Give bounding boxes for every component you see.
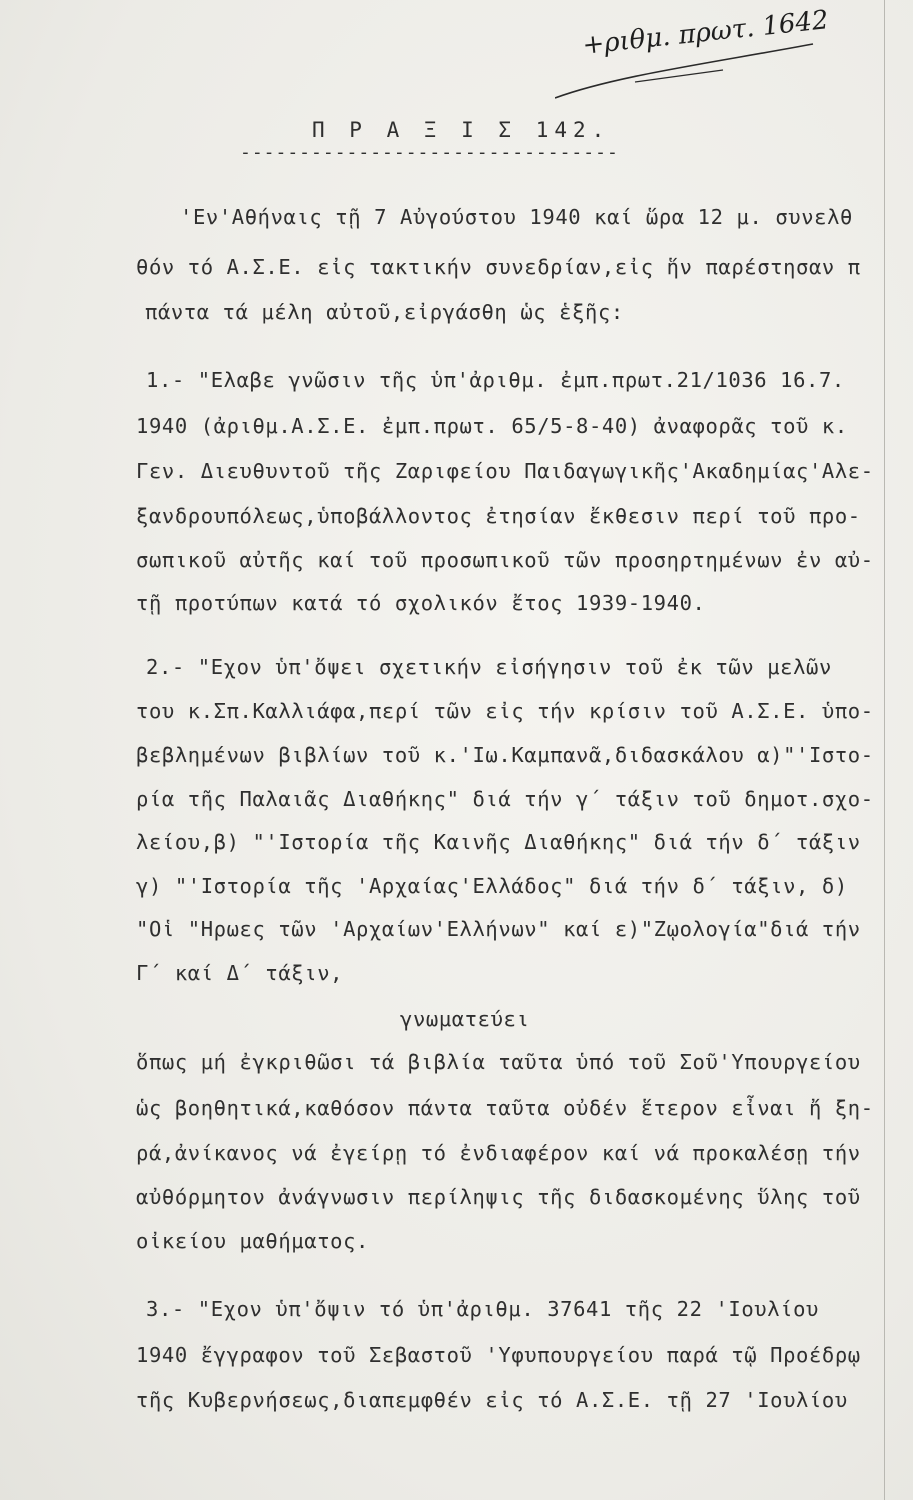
- text-line: 2.- "Εχον ὑπ'ὄψει σχετικήν εἰσήγησιν τοῦ ἐκ τῶν μελῶν: [146, 655, 832, 679]
- text-line: ὡς βοηθητικά,καθόσον πάντα ταῦτα οὐδέν ἕτερον εἶναι ἤ ξη-: [136, 1096, 874, 1120]
- text-line: σωπικοῦ αὐτῆς καί τοῦ προσωπικοῦ τῶν προσηρτημένων ἐν αὐ-: [136, 548, 874, 572]
- verdict-heading: γνωματεύει: [400, 1007, 530, 1031]
- margin-rule: [884, 0, 885, 1500]
- text-line: 1940 (ἀριθμ.Α.Σ.Ε. ἐμπ.πρωτ. 65/5-8-40) ἀναφορᾶς τοῦ κ.: [136, 414, 848, 438]
- text-line: 1.- "Ελαβε γνῶσιν τῆς ὑπ'ἀριθμ. ἐμπ.πρωτ.21/1036 16.7.: [146, 368, 845, 392]
- text-line: λείου,β) "'Ιστορία τῆς Καινῆς Διαθήκης" διά τήν δ΄ τάξιν: [136, 830, 861, 854]
- text-line: του κ.Σπ.Καλλιάφα,περί τῶν εἰς τήν κρίσιν τοῦ Α.Σ.Ε. ὑπο-: [136, 699, 874, 723]
- text-line: τῆς Κυβερνήσεως,διαπεμφθέν εἰς τό Α.Σ.Ε. τῇ 27 'Ιουλίου: [136, 1388, 848, 1412]
- text-line: ὅπως μή ἐγκριθῶσι τά βιβλία ταῦτα ὑπό τοῦ Σοῦ'Υπουργείου: [136, 1050, 861, 1074]
- text-line: 3.- "Εχον ὑπ'ὄψιν τό ὑπ'ἀριθμ. 37641 τῆς 22 'Ιουλίου: [146, 1297, 819, 1321]
- handwritten-protocol-number: +ριθμ. πρωτ. 1642: [581, 5, 830, 61]
- title-underline: --------------------------------: [240, 142, 619, 163]
- document-title: Π Ρ Α Ξ Ι Σ 142.: [312, 118, 611, 142]
- text-line: 'Εν'Αθήναις τῇ 7 Αὐγούστου 1940 καί ὥρα 12 μ. συνελθ: [180, 205, 853, 229]
- text-line: ρία τῆς Παλαιᾶς Διαθήκης" διά τήν γ΄ τάξιν τοῦ δημοτ.σχο-: [136, 787, 874, 811]
- text-line: οἰκείου μαθήματος.: [136, 1229, 369, 1253]
- text-line: 1940 ἔγγραφον τοῦ Σεβαστοῦ 'Υφυπουργείου παρά τῷ Προέδρῳ: [136, 1343, 861, 1367]
- text-line: "Οἱ "Ηρωες τῶν 'Αρχαίων'Ελλήνων" καί ε)"Ζῳολογία"διά τήν: [136, 917, 861, 941]
- text-line: Γ΄ καί Δ΄ τάξιν,: [136, 961, 344, 985]
- text-line: πάντα τά μέλη αὐτοῦ,εἰργάσθη ὡς ἑξῆς:: [145, 300, 624, 324]
- text-line: γ) "'Ιστορία τῆς 'Αρχαίας'Ελλάδος" διά τήν δ΄ τάξιν, δ): [136, 874, 848, 898]
- text-line: αὐθόρμητον ἀνάγνωσιν περίληψις τῆς διδασκομένης ὕλης τοῦ: [136, 1185, 861, 1209]
- text-line: τῇ προτύπων κατά τό σχολικόν ἔτος 1939-1940.: [136, 591, 706, 615]
- text-line: βεβλημένων βιβλίων τοῦ κ.'Ιω.Καμπανᾶ,διδασκάλου α)"'Ιστο-: [136, 743, 874, 767]
- text-line: ρά,ἀνίκανος νά ἐγείρῃ τό ἐνδιαφέρον καί νά προκαλέσῃ τήν: [136, 1141, 861, 1165]
- text-line: θόν τό Α.Σ.Ε. εἰς τακτικήν συνεδρίαν,εἰς ἥν παρέστησαν π: [136, 255, 861, 279]
- text-line: Γεν. Διευθυντοῦ τῆς Ζαριφείου Παιδαγωγικῆς'Ακαδημίας'Αλε-: [136, 459, 874, 483]
- text-line: ξανδρουπόλεως,ὑποβάλλοντος ἐτησίαν ἔκθεσιν περί τοῦ προ-: [136, 504, 861, 528]
